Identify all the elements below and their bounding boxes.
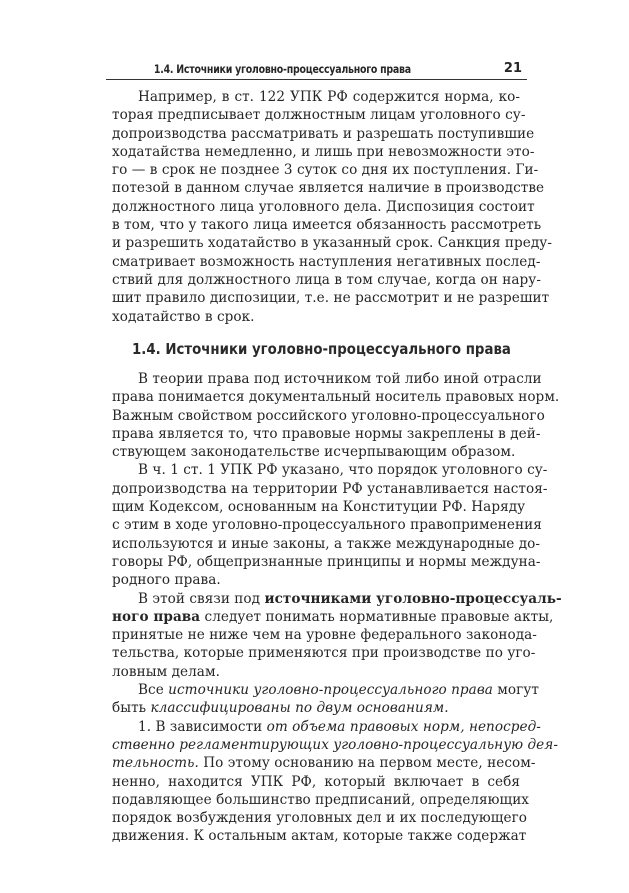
- text-line: ствующем законодательстве исчерпывающим образом.: [112, 444, 516, 461]
- text-line: в том, что у такого лица имеется обязанность рассмотреть: [112, 217, 542, 234]
- text-line: говоры РФ, общепризнанные принципы и нормы междуна-: [112, 553, 541, 570]
- text-line: тельность. По этому основанию на первом месте, несом-: [112, 755, 536, 772]
- text-line: и разрешить ходатайство в указанный срок. Санкция преду-: [112, 235, 552, 252]
- text-line: родного права.: [112, 572, 221, 589]
- italic-phrase: классифицированы по двум основаниям.: [150, 700, 449, 717]
- italic-phrase: от объема правовых норм, непосред-: [266, 718, 541, 735]
- text-line: подавляющее большинство предписаний, определяющих: [112, 791, 530, 808]
- text-line: порядок возбуждения уголовных дел и их последующего: [112, 810, 527, 827]
- italic-phrase: ственно регламентирующих уголовно-процессуальную дея-: [112, 736, 558, 753]
- text-line: права понимается документальный носитель правовых норм.: [112, 389, 560, 406]
- text-line: должностного лица уголовного дела. Диспозиция состоит: [112, 198, 535, 215]
- text-line: сматривает возможность наступления негативных послед-: [112, 253, 541, 270]
- text-line: [112, 736, 558, 754]
- section-heading: 1.4. Источники уголовно-процессуального права: [132, 340, 511, 358]
- paragraph-theory: [112, 370, 562, 846]
- text-line: Например, в ст. 122 УПК РФ содержится норма, ко-: [138, 89, 520, 105]
- text-line: с этим в ходе уголовно-процессуального правоприменения: [112, 517, 542, 534]
- text-line: шит правило диспозиции, т.е. не рассмотрит и не разрешит: [112, 290, 550, 307]
- page-number: 21: [503, 61, 522, 76]
- text-line: допроизводства рассматривать и разрешать поступившие: [112, 125, 535, 142]
- text-line: щим Кодексом, основанным на Конституции РФ. Наряду: [112, 499, 526, 516]
- italic-phrase: тельность.: [112, 755, 199, 772]
- text-line: Важным свойством российского уголовно-процессуального: [112, 407, 545, 424]
- running-title: 1.4. Источники уголовно-процессуального права: [153, 62, 411, 76]
- text-line: потезой в данном случае является наличие в производстве: [112, 180, 545, 197]
- text-line: ходатайства немедленно, и лишь при невозможности это-: [112, 143, 535, 160]
- text-line: движения. К остальным актам, которые также содержат: [112, 828, 527, 845]
- bold-term: источниками уголовно-процессуаль-: [264, 590, 562, 607]
- text-line: го — в срок не позднее 3 суток со дня их поступления. Ги-: [112, 162, 539, 179]
- text-line: В теории права под источником той либо иной отрасли: [138, 371, 542, 387]
- text-line: ловным делам.: [112, 663, 220, 680]
- running-header: [108, 56, 526, 76]
- text-line: тельства, которые применяются при производстве по уго-: [112, 645, 536, 662]
- paragraph-example: [112, 88, 552, 326]
- text-line: ствий для должностного лица в том случае, когда он нару-: [112, 271, 541, 288]
- text-line: ного права следует понимать нормативные правовые акты,: [112, 608, 554, 625]
- text-line: используются и иные законы, а также международные до-: [112, 535, 541, 552]
- text-line: 1. В зависимости от объема правовых норм, непосред-: [138, 718, 541, 735]
- text-line: торая предписывает должностным лицам уголовного су-: [112, 107, 526, 124]
- text-line: В ч. 1 ст. 1 УПК РФ указано, что порядок уголовного су-: [138, 462, 548, 479]
- text-line: быть классифицированы по двум основаниям.: [112, 700, 449, 717]
- text-line: права является то, что правовые нормы закреплены в дей-: [112, 425, 541, 442]
- text-line: В этой связи под источниками уголовно-процессуаль-: [138, 590, 562, 607]
- text-line: Все источники уголовно-процессуального права могут: [138, 682, 539, 699]
- text-line: принятые не ниже чем на уровне федерального законода-: [112, 627, 537, 644]
- italic-phrase: источники уголовно-процессуального права: [168, 682, 493, 699]
- header-rule: [106, 79, 527, 80]
- text-line: ненно, находится УПК РФ, который включает в себя: [112, 773, 520, 790]
- text-line: допроизводства на территории РФ устанавливается настоя-: [112, 480, 548, 497]
- text-line: ходатайство в срок.: [112, 308, 255, 325]
- bold-term: ного права: [112, 608, 201, 625]
